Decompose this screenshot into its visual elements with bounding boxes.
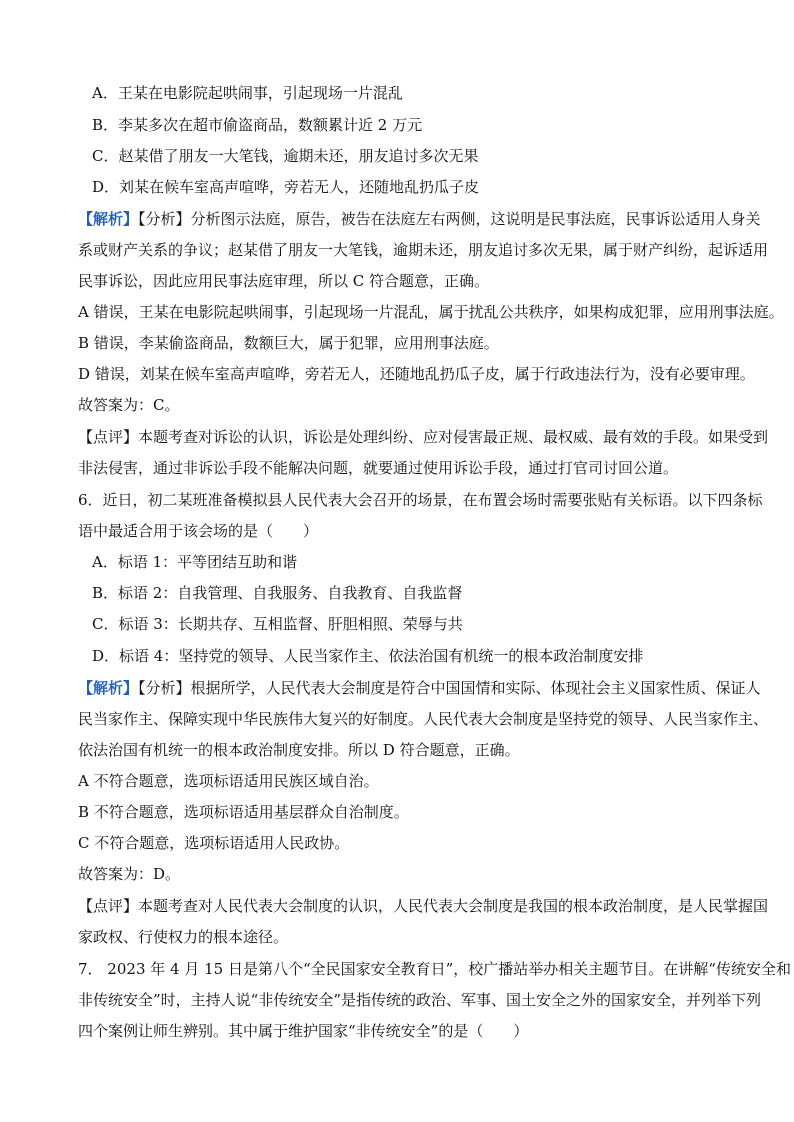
q6-answer: 故答案为：D。 bbox=[78, 865, 181, 883]
q5-comment-line bbox=[78, 427, 769, 447]
fenxi-tag: 【分析】 bbox=[138, 679, 191, 697]
comment-text: 本题考查对人民代表大会制度的认识，人民代表大会制度是我国的根本政治制度，是人民掌握国 bbox=[138, 897, 769, 915]
analysis-tag: 【解析】 bbox=[78, 210, 139, 228]
q5-option-a: A．王某在电影院起哄闹事，引起现场一片混乱 bbox=[92, 84, 403, 102]
q5-analysis-line bbox=[78, 209, 761, 229]
q7-stem: 7． 2023 年 4 月 15 日是第八个“全民国家安全教育日”，校广播站举办相关主题节目。在讲解“传统安全和 bbox=[78, 960, 791, 978]
fenxi-tag: 【分析】 bbox=[138, 210, 191, 228]
q6-analysis-line bbox=[78, 678, 761, 698]
q6-option-a: A．标语 1：平等团结互助和谐 bbox=[92, 553, 298, 571]
q6-option-b: B．标语 2：自我管理、自我服务、自我教育、自我监督 bbox=[92, 584, 463, 602]
analysis-text: 分析图示法庭，原告，被告在法庭左右两侧，这说明是民事法庭，民事诉讼适用人身关 bbox=[190, 210, 761, 228]
q7-stem: 非传统安全”时，主持人说“非传统安全”是指传统的政治、军事、国土安全之外的国家安全，并列举下列 bbox=[78, 991, 762, 1009]
q6-stem: 语中最适合用于该会场的是（ ） bbox=[78, 522, 319, 540]
q5-comment-line: 非法侵害，通过非诉讼手段不能解决问题，就要通过使用诉讼手段，通过打官司讨回公道。 bbox=[78, 459, 679, 477]
comment-text: 本题考查对诉讼的认识，诉讼是处理纠纷、应对侵害最正规、最权威、最有效的手段。如果受到 bbox=[138, 428, 769, 446]
q5-analysis-line: 民事诉讼，因此应用民事法庭审理，所以 C 符合题意，正确。 bbox=[78, 272, 490, 290]
q5-analysis-line: B 错误，李某偷盗商品，数额巨大，属于犯罪，应用刑事法庭。 bbox=[78, 334, 499, 352]
q5-analysis-line: A 错误，王某在电影院起哄闹事，引起现场一片混乱，属于扰乱公共秩序，如果构成犯罪，应用刑事法庭。 bbox=[78, 303, 784, 321]
q6-option-d: D．标语 4：坚持党的领导、人民当家作主、依法治国有机统一的根本政治制度安排 bbox=[92, 647, 644, 665]
q5-analysis-line: 系或财产关系的争议；赵某借了朋友一大笔钱，逾期未还，朋友追讨多次无果，属于财产纠纷，起诉适用 bbox=[78, 241, 769, 259]
q6-comment-line bbox=[78, 896, 769, 916]
analysis-tag: 【解析】 bbox=[78, 679, 139, 697]
analysis-text: 根据所学，人民代表大会制度是符合中国国情和实际、体现社会主义国家性质、保证人 bbox=[190, 679, 761, 697]
q6-analysis-line: C 不符合题意，选项标语适用人民政协。 bbox=[78, 834, 350, 852]
q5-analysis-line: D 错误，刘某在候车室高声喧哗，旁若无人，还随地乱扔瓜子皮，属于行政违法行为，没有必要审理。 bbox=[78, 365, 755, 383]
q6-stem: 6．近日，初二某班准备模拟县人民代表大会召开的场景，在布置会场时需要张贴有关标语。以下四条标 bbox=[78, 491, 763, 509]
q6-analysis-line: 依法治国有机统一的根本政治制度安排。所以 D 符合题意，正确。 bbox=[78, 741, 520, 759]
q5-answer: 故答案为：C。 bbox=[78, 396, 180, 414]
comment-tag: 【点评】 bbox=[78, 428, 139, 446]
q5-option-d: D．刘某在候车室高声喧哗，旁若无人，还随地乱扔瓜子皮 bbox=[92, 178, 480, 196]
q6-comment-line: 家政权、行使权力的根本途径。 bbox=[78, 928, 289, 946]
q5-option-b: B．李某多次在超市偷盗商品，数额累计近 2 万元 bbox=[92, 116, 423, 134]
comment-tag: 【点评】 bbox=[78, 897, 139, 915]
q5-option-c: C．赵某借了朋友一大笔钱，逾期未还，朋友追讨多次无果 bbox=[92, 147, 479, 165]
q7-stem: 四个案例让师生辨别。其中属于维护国家“非传统安全”的是（ ） bbox=[78, 1022, 529, 1040]
q6-analysis-line: A 不符合题意，选项标语适用民族区域自治。 bbox=[78, 772, 379, 790]
q6-analysis-line: B 不符合题意，选项标语适用基层群众自治制度。 bbox=[78, 803, 409, 821]
q6-option-c: C．标语 3：长期共存、互相监督、肝胆相照、荣辱与共 bbox=[92, 615, 463, 633]
q6-analysis-line: 民当家作主、保障实现中华民族伟大复兴的好制度。人民代表大会制度是坚持党的领导、人民当家作主、 bbox=[78, 710, 769, 728]
